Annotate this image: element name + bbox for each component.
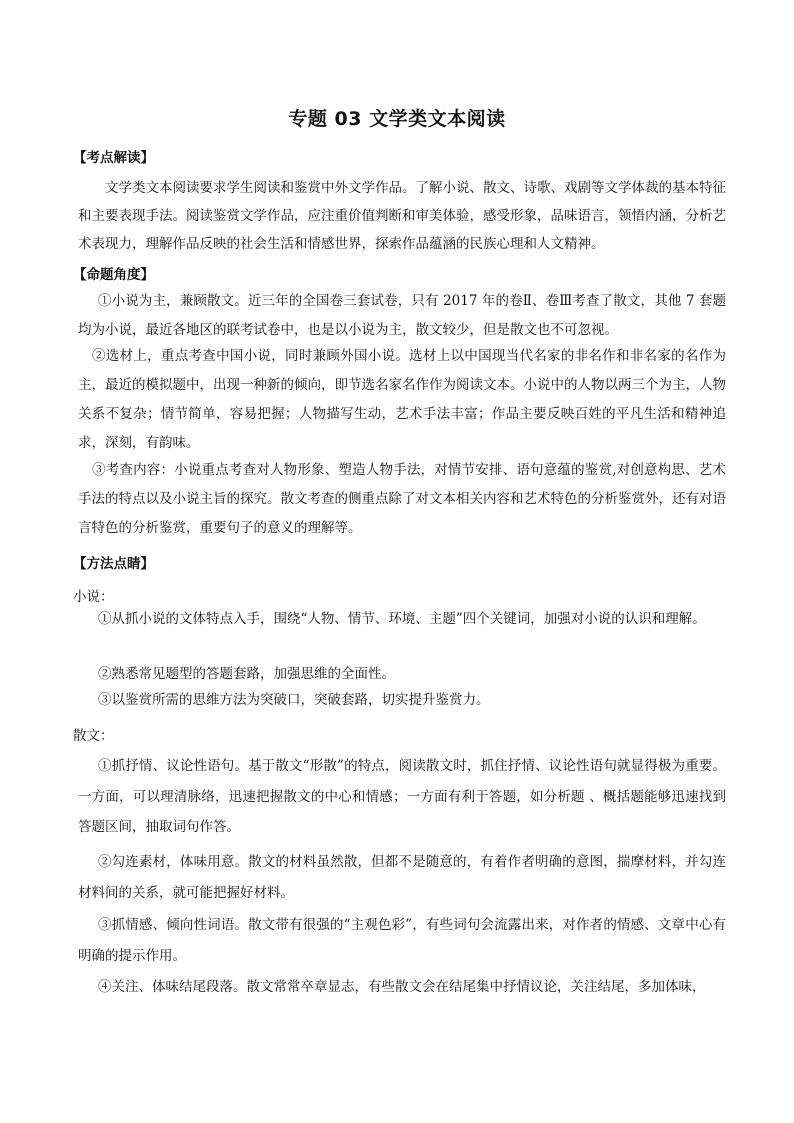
essay-item-1: ①抓抒情、议论性语句。基于散文“形散”的特点，阅读散文时，抓住抒情、议论性语句就显得极为重要。一方面，可以理清脉络，迅速把握散文的中心和情感；一方面有利于答题，如分析题 、概括题能够迅速找到答题区间，抽取词句作答。 bbox=[78, 758, 726, 835]
section-heading-fangfa: 【方法点睛】 bbox=[73, 556, 154, 572]
page-title: 专题 03 文学类文本阅读 bbox=[288, 108, 506, 130]
novel-item-3: ③以鉴赏所需的思维方法为突破口，突破套路，切实提升鉴赏力。 bbox=[98, 692, 490, 708]
section-heading-kaodian: 【考点解读】 bbox=[73, 150, 154, 166]
essay-item-3: ③抓情感、倾向性词语。散文带有很强的“主观色彩”，有些词句会流露出来，对作者的情感、文章中心有明确的提示作用。 bbox=[78, 917, 726, 964]
mingti-paragraph-3: ③考查内容：小说重点考查对人物形象、塑造人物手法，对情节安排、语句意蕴的鉴赏,对创意构思、艺术手法的特点以及小说主旨的探究。散文考查的侧重点除了对文本相关内容和艺术特色的分析鉴赏外，还有对语言特色的分析鉴赏，重要句子的意义的理解等。 bbox=[78, 462, 726, 536]
section-heading-mingti: 【命题角度】 bbox=[73, 267, 154, 283]
essay-item-2: ②勾连素材，体味用意。散文的材料虽然散，但都不是随意的，有着作者明确的意图，揣摩材料，并勾连材料间的关系，就可能把握好材料。 bbox=[78, 854, 726, 901]
mingti-paragraph-2: ②选材上，重点考查中国小说，同时兼顾外国小说。选材上以中国现当代名家的非名作和非名家的名作为主，最近的模拟题中，出现一种新的倾向，即节选名家名作作为阅读文本。小说中的人物以两三个为主，人物关系不复杂；情节简单，容易把握；人物描写生动，艺术手法丰富；作品主要反映百姓的平凡生活和精神追求，深刻，有韵味。 bbox=[78, 348, 726, 451]
novel-item-1: ①从抓小说的文体特点入手，围绕“人物、情节、环境、主题”四个关键词，加强对小说的认识和理解。 bbox=[98, 611, 706, 627]
novel-label: 小说： bbox=[73, 589, 114, 605]
essay-item-4: ④关注、体味结尾段落。散文常常卒章显志，有些散文会在结尾集中抒情议论，关注结尾，多加体味， bbox=[98, 979, 706, 995]
mingti-paragraph-1: ①小说为主，兼顾散文。近三年的全国卷三套试卷，只有 2017 年的卷Ⅱ、卷Ⅲ考查了散文，其他 7 套题均为小说，最近各地区的联考试卷中，也是以小说为主，散文较少，但是散文也不可忽视。 bbox=[78, 293, 726, 338]
novel-item-2: ②熟悉常见题型的答题套路，加强思维的全面性。 bbox=[98, 666, 395, 682]
essay-label: 散文： bbox=[73, 728, 114, 744]
kaodian-paragraph: 文学类文本阅读要求学生阅读和鉴赏中外文学作品。了解小说、散文、诗歌、戏剧等文学体裁的基本特征和主要表现手法。阅读鉴赏文学作品，应注重价值判断和审美体验，感受形象，品味语言，领悟内涵，分析艺术表现力，理解作品反映的社会生活和情感世界，探索作品蕴涵的民族心理和人文精神。 bbox=[78, 180, 726, 252]
